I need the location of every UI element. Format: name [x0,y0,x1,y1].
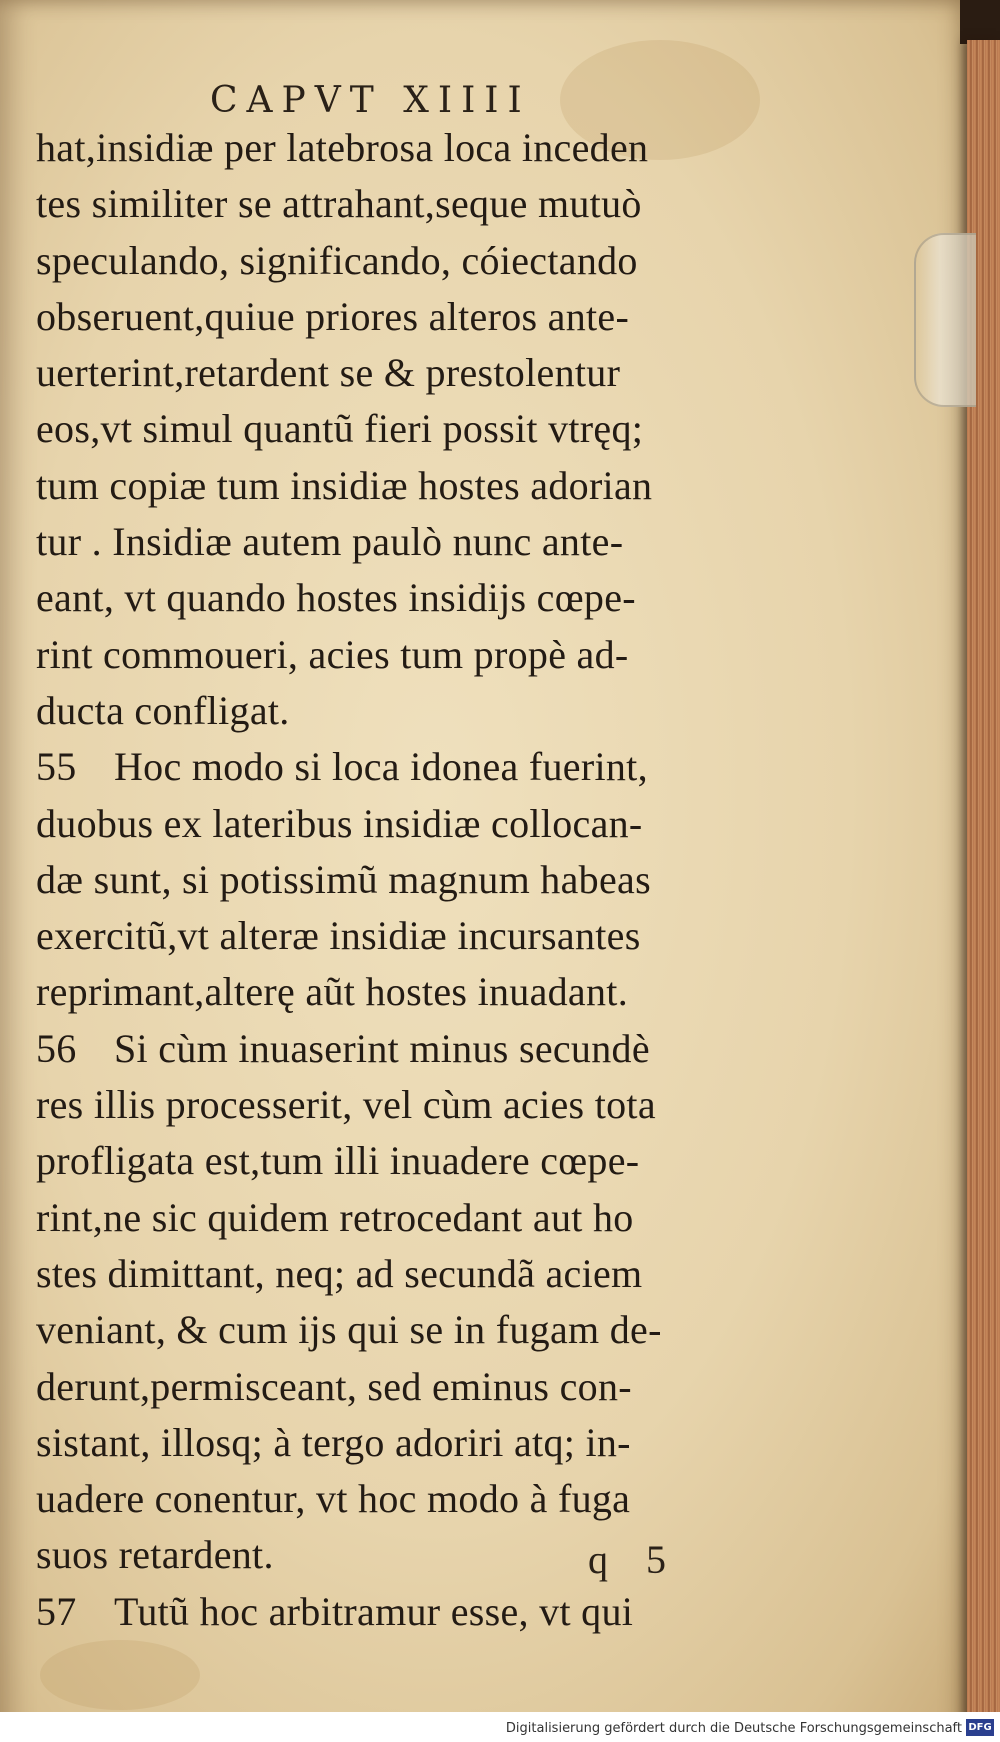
line-text: profligata est,tum illi inuadere cœpe- [36,1138,640,1184]
line-text: derunt,permisceant, sed eminus con- [36,1363,632,1409]
paragraph-number: 57 [36,1588,77,1634]
line-text: Hoc modo si loca idonea fuerint, [114,744,648,790]
text-line [36,289,756,345]
text-line [36,570,756,626]
line-text: sistant, illosq; à tergo adoriri atq; in- [36,1419,631,1465]
line-text: eant, vt quando hostes insidijs cœpe- [36,575,636,621]
footer-bar [0,1712,1000,1742]
line-text: rint commoueri, acies tum propè ad- [36,631,629,677]
line-text: duobus ex lateribus insidiæ collocan- [36,800,643,846]
text-line [36,1077,756,1133]
line-text: reprimant,alterę aũt hostes inuadant. [36,969,628,1015]
line-text: res illis processerit, vel cùm acies tota [36,1082,656,1128]
line-text: Tutũ hoc arbitramur esse, vt qui [114,1588,634,1634]
text-line [36,345,756,401]
line-text: tes similiter se attrahant,seque mutuò [36,181,642,227]
line-text: obseruent,quiue priores alteros ante- [36,293,630,339]
line-text: veniant, & cum ijs qui se in fugam de- [36,1307,662,1353]
body-text [36,120,756,1640]
dfg-logo: DFG [966,1719,994,1736]
text-line [36,1471,756,1527]
line-text: eos,vt simul quantũ fieri possit vtręq; [36,406,644,452]
text-line [36,120,756,176]
book-corner [960,0,1000,44]
text-line [36,1190,756,1246]
text-line [36,964,756,1020]
page-clip [914,233,976,407]
signature-mark: q 5 [588,1537,680,1582]
text-line [36,458,756,514]
text-line [36,1021,756,1077]
text-line [36,739,756,795]
text-line [36,1359,756,1415]
text-line [36,908,756,964]
text-line [36,1133,756,1189]
line-text: tur . Insidiæ autem paulò nunc ante- [36,519,624,565]
paragraph-number: 55 [36,744,77,790]
text-line [36,1246,756,1302]
running-header: CAPVT XIIII [210,80,531,121]
text-line [36,627,756,683]
line-text: Si cùm inuaserint minus secundè [114,1025,650,1071]
line-text: tum copiæ tum insidiæ hostes adorian [36,462,653,508]
line-text: dæ sunt, si potissimũ magnum habeas [36,856,651,902]
text-line [36,514,756,570]
text-line [36,796,756,852]
line-text: exercitũ,vt alteræ insidiæ incursantes [36,913,641,959]
line-text: rint,ne sic quidem retrocedant aut ho [36,1194,634,1240]
text-line [36,401,756,457]
line-text: uerterint,retardent se & prestolentur [36,350,621,396]
text-line [36,852,756,908]
line-text: hat,insidiæ per latebrosa loca inceden [36,125,649,170]
text-line [36,176,756,232]
paragraph-number: 56 [36,1025,77,1071]
text-line [36,1584,756,1640]
page-stain [40,1640,200,1710]
line-text: uadere conentur, vt hoc modo à fuga [36,1476,631,1522]
funding-credit: Digitalisierung gefördert durch die Deutsche Forschungsgemeinschaft [505,1721,962,1736]
text-line [36,233,756,289]
text-line [36,683,756,739]
line-text: speculando, significando, cóiectando [36,237,638,283]
line-text: ducta confligat. [36,687,290,733]
text-line [36,1302,756,1358]
text-line [36,1415,756,1471]
line-text: suos retardent. [36,1532,274,1578]
line-text: stes dimittant, neq; ad secundã aciem [36,1250,643,1296]
